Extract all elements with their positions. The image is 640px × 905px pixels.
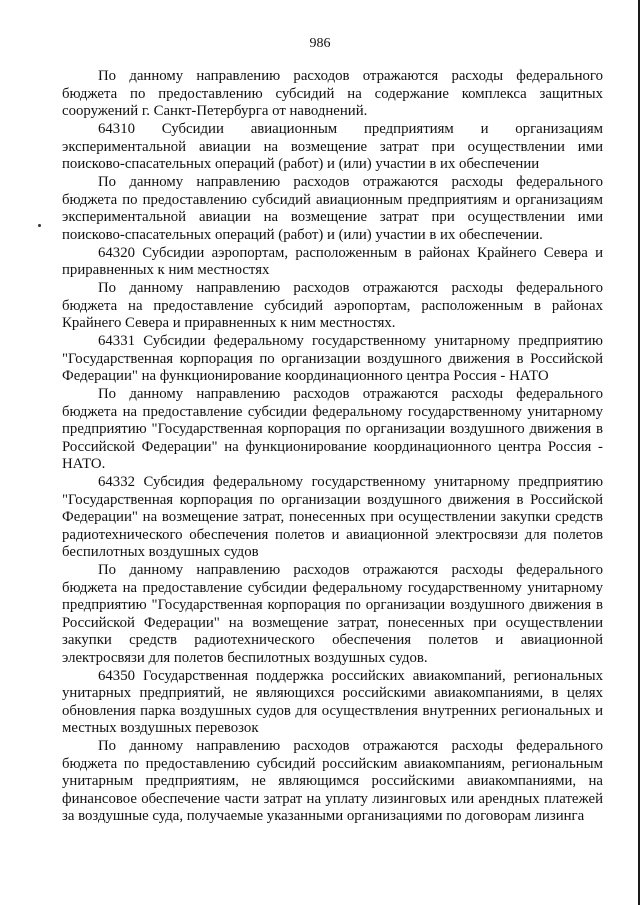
paragraph-body: По данному направлению расходов отражаются расходы федерального бюджета по предоставлению субсидий на содержание комплекса защитных сооружений г. Санкт-Петербурга от наводнений. (62, 68, 603, 119)
paragraph-heading-64332: 64332 Субсидия федеральному государственному унитарному предприятию "Государственная корпорация по организации воздушного движения в Российской Федерации" на возмещение затрат, понесенных при осуществлении закупки средств радиотехнического обеспечения полетов и авиационной электросвязи для полетов беспилотных воздушных судов (62, 474, 603, 560)
page-number: 986 (309, 36, 331, 51)
paragraph-heading-64350: 64350 Государственная поддержка российских авиакомпаний, региональных унитарных предприятий, не являющихся российскими авиакомпаниями, в целях обновления парка воздушных судов для осуществления внутренних региональных и местных воздушных перевозок (62, 667, 603, 736)
paragraph-heading-64331: 64331 Субсидии федеральному государственному унитарному предприятию "Государственная корпорация по организации воздушного движения в Российской Федерации" на функционирование координационного центра Россия - НАТО (62, 333, 603, 384)
document-body (62, 68, 603, 826)
paragraph-body: По данному направлению расходов отражаются расходы федерального бюджета по предоставлению субсидий российским авиакомпаниям, региональным унитарным предприятиям, не являющимся российскими авиакомпаниями, на финансовое обеспечение части затрат на уплату лизинговых или арендных платежей за воздушные суда, получаемые указанными организациями по договорам лизинга (62, 738, 603, 824)
margin-mark (38, 224, 41, 227)
paragraph-body: По данному направлению расходов отражаются расходы федерального бюджета на предоставление субсидий аэропортам, расположенным в районах Крайнего Севера и приравненных к ним местностях. (62, 280, 603, 331)
paragraph-body: По данному направлению расходов отражаются расходы федерального бюджета на предоставление субсидии федеральному государственному унитарному предприятию "Государственная корпорация по организации воздушного движения в Российской Федерации" на функционирование координационного центра Россия - НАТО. (62, 386, 603, 472)
paragraph-body: По данному направлению расходов отражаются расходы федерального бюджета на предоставление субсидии федеральному государственному унитарному предприятию "Государственная корпорация по организации воздушного движения в Российской Федерации" на возмещение затрат, понесенных при осуществлении закупки средств радиотехнического обеспечения полетов и авиационной электросвязи для полетов беспилотных воздушных судов. (62, 562, 603, 666)
paragraph-heading-64310: 64310 Субсидии авиационным предприятиям и организациям экспериментальной авиации на возмещение затрат при осуществлении ими поисково-спасательных операций (работ) и (или) участии в их обеспечении (62, 121, 603, 172)
paragraph-heading-64320: 64320 Субсидии аэропортам, расположенным в районах Крайнего Севера и приравненных к ним местностях (62, 244, 603, 278)
paragraph-body: По данному направлению расходов отражаются расходы федерального бюджета по предоставлению субсидий авиационным предприятиям и организациям экспериментальной авиации на возмещение затрат при осуществлении ими поисково-спасательных операций (работ) и (или) участии в их обеспечении. (62, 174, 603, 243)
